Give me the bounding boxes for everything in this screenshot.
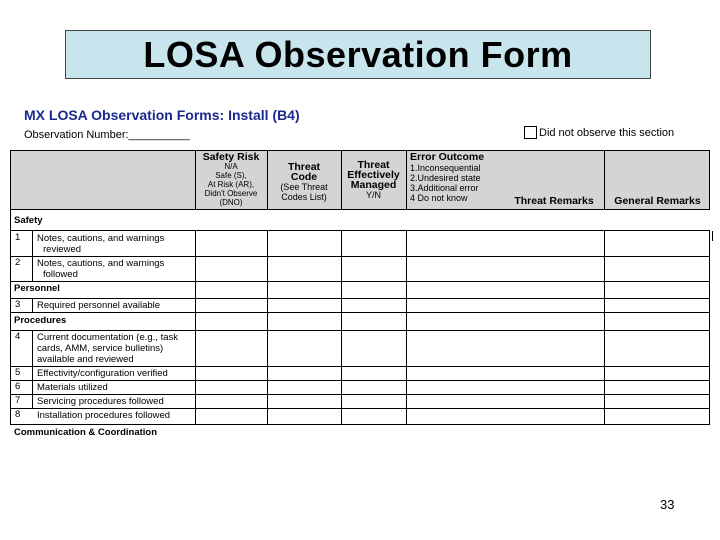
header-bottom-border	[10, 209, 710, 210]
body-column-divider	[267, 231, 268, 424]
body-column-divider	[604, 231, 605, 424]
header-general-remarks	[606, 196, 709, 206]
row-divider	[10, 312, 710, 313]
threat-managed-title: Effectively	[347, 169, 400, 181]
table-row-item	[37, 300, 160, 311]
row-number: 1	[15, 232, 21, 243]
row-divider	[10, 424, 710, 425]
table-row-item	[37, 368, 168, 379]
error-outcome-option: 3.Additional error	[410, 183, 479, 193]
row-text: Current documentation (e.g., task	[37, 332, 178, 343]
table-row-item	[37, 410, 170, 421]
row-text: followed	[43, 269, 78, 280]
threat-managed-title: Managed	[350, 179, 397, 191]
row-text: Notes, cautions, and warnings	[37, 233, 165, 244]
row-text: cards, AMM, service bulletins)	[37, 343, 164, 354]
row-text: Notes, cautions, and warnings	[37, 258, 165, 269]
slide-title: LOSA Observation Form	[143, 33, 573, 75]
row-number: 5	[15, 367, 21, 378]
row-text: Materials utilized	[37, 382, 108, 393]
header-threat-code	[268, 162, 340, 202]
error-outcome-option: 1.Inconsequential	[410, 163, 481, 173]
header-column-divider	[709, 150, 710, 210]
safety-risk-option: (DNO)	[219, 198, 243, 207]
row-number: 3	[15, 299, 21, 310]
observation-number-field[interactable]: Observation Number:__________	[24, 129, 190, 141]
header-error-outcome	[410, 152, 500, 203]
header-column-divider	[10, 150, 11, 210]
row-divider	[10, 408, 710, 409]
body-column-divider	[406, 231, 407, 424]
general-remarks-title: General Remarks	[614, 195, 701, 207]
header-threat-managed	[342, 160, 405, 200]
row-divider	[10, 281, 710, 282]
safety-risk-title: Safety Risk	[202, 151, 260, 163]
number-column-divider	[32, 298, 33, 312]
did-not-observe-label: Did not observe this section	[539, 126, 675, 139]
body-column-divider	[709, 231, 710, 424]
form-heading: MX LOSA Observation Forms: Install (B4)	[24, 107, 300, 123]
row-text: Servicing procedures followed	[37, 396, 164, 407]
observation-table	[10, 150, 710, 442]
did-not-observe-checkbox[interactable]	[524, 126, 537, 139]
row-text: Installation procedures followed	[37, 410, 171, 421]
threat-code-note: Codes List)	[281, 192, 327, 202]
threat-code-note: (See Threat	[280, 182, 328, 192]
header-safety-risk	[196, 152, 266, 207]
row-divider	[10, 330, 710, 331]
section-personnel: Personnel	[14, 283, 60, 294]
section-procedures: Procedures	[14, 315, 67, 326]
error-outcome-title: Error Outcome	[410, 151, 485, 163]
number-column-divider	[32, 330, 33, 408]
row-number: 7	[15, 395, 21, 406]
safety-risk-option: N/A	[224, 162, 238, 171]
row-number: 8	[15, 409, 21, 420]
table-top-border	[10, 150, 710, 151]
row-number: 4	[15, 331, 21, 342]
header-column-divider	[406, 150, 407, 210]
edge-mark	[712, 231, 713, 241]
table-row-item	[37, 332, 178, 365]
row-divider	[10, 256, 710, 257]
row-text: Required personnel available	[37, 300, 161, 311]
row-number: 6	[15, 381, 21, 392]
number-column-divider	[32, 231, 33, 256]
did-not-observe-option[interactable]	[524, 126, 674, 139]
body-column-divider	[341, 231, 342, 424]
threat-managed-note: Y/N	[365, 190, 381, 200]
safety-risk-option: Safe (S),	[215, 171, 247, 180]
row-divider	[10, 230, 710, 231]
header-threat-remarks	[504, 196, 604, 206]
error-outcome-option: 4 Do not know	[410, 193, 468, 203]
header-column-divider	[604, 150, 605, 210]
threat-remarks-title: Threat Remarks	[514, 195, 594, 207]
row-number: 2	[15, 257, 21, 268]
row-text: available and reviewed	[37, 354, 134, 365]
safety-risk-option: At Risk (AR),	[207, 180, 255, 189]
row-text: Effectivity/configuration verified	[37, 368, 168, 379]
table-row-item	[37, 258, 164, 280]
section-safety: Safety	[14, 215, 43, 226]
number-column-divider	[32, 256, 33, 281]
error-outcome-option: 2.Undesired state	[410, 173, 481, 183]
row-divider	[10, 380, 710, 381]
threat-code-title: Code	[290, 171, 318, 183]
safety-risk-option: Didn't Observe	[204, 189, 258, 198]
page-number: 33	[660, 497, 675, 512]
row-divider	[10, 298, 710, 299]
row-divider	[10, 366, 710, 367]
row-divider	[10, 394, 710, 395]
table-left-border	[10, 210, 11, 425]
section-communication: Communication & Coordination	[14, 427, 158, 438]
table-row-item	[37, 233, 164, 255]
table-row-item	[37, 382, 108, 393]
threat-managed-title: Threat	[357, 159, 390, 171]
slide-title-box	[65, 30, 651, 79]
body-column-divider	[195, 231, 196, 424]
table-row-item	[37, 396, 164, 407]
row-text: reviewed	[43, 244, 82, 255]
threat-code-title: Threat	[287, 161, 321, 173]
